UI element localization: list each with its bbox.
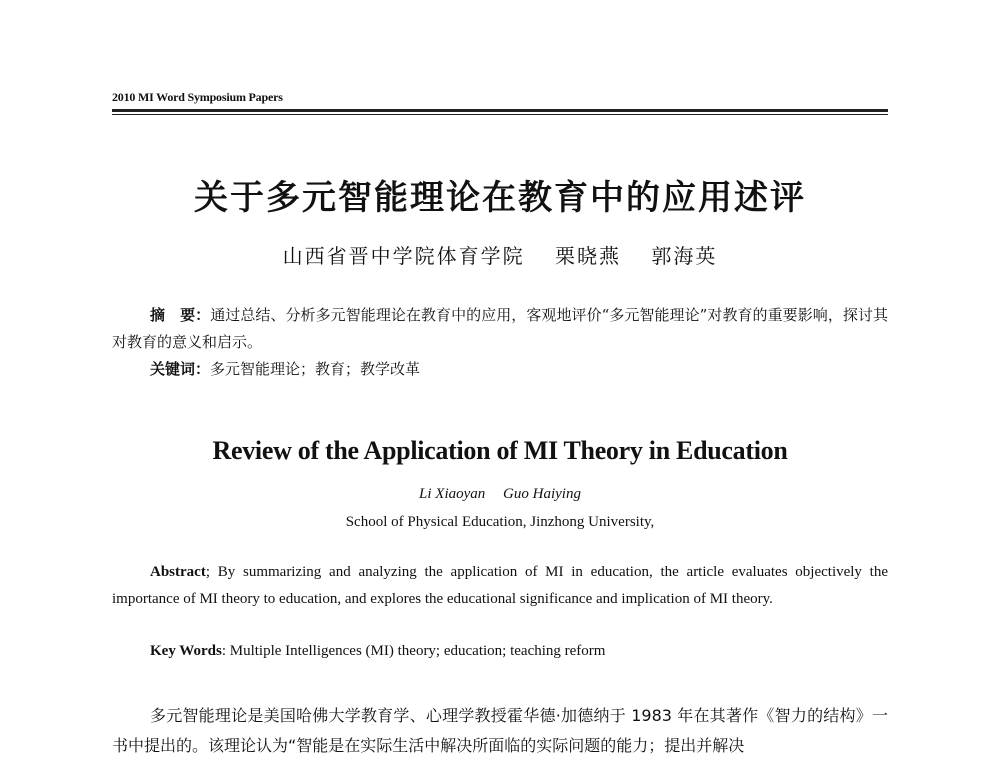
english-keywords-text: : Multiple Intelligences (MI) theory; education; teaching reform: [221, 643, 606, 659]
chinese-keywords-label: 关键词：: [150, 360, 211, 378]
english-author-1: Li Xiaoyan: [419, 486, 486, 502]
chinese-author-line: [0, 240, 1000, 269]
chinese-author-2: 郭海英: [651, 244, 718, 268]
english-keywords: [150, 643, 605, 660]
chinese-author-1: 栗晓燕: [555, 244, 621, 268]
chinese-title: 关于多元智能理论在教育中的应用述评: [194, 178, 806, 218]
running-header: 2010 MI Word Symposium Papers: [112, 90, 283, 104]
body-paragraph: 多元智能理论是美国哈佛大学教育学、心理学教授霍华德·加德纳于 1983 年在其著作《智力的结构》一书中提出的。该理论认为“智能是在实际生活中解决所面临的实际问题的能力；提出并解决: [112, 706, 888, 755]
english-abstract-text: ; By summarizing and analyzing the application of MI in education, the article evaluates objectively the importance of MI theory to education, and explores the educational significance and implication of MI theory.: [112, 564, 888, 607]
chinese-abstract-label: 摘 要：: [150, 306, 211, 324]
english-abstract: [112, 559, 888, 613]
english-author-line: [0, 486, 1000, 503]
chinese-keywords: [150, 358, 420, 379]
header-rule-thick: [112, 109, 888, 112]
header-rule-thin: [112, 114, 888, 115]
english-affiliation: School of Physical Education, Jinzhong University,: [345, 514, 655, 530]
english-title: Review of the Application of MI Theory in Education: [212, 436, 788, 465]
english-abstract-label: Abstract: [150, 564, 206, 580]
english-keywords-label: Key Words: [150, 643, 222, 659]
chinese-affiliation: 山西省晋中学院体育学院: [282, 244, 525, 268]
chinese-abstract-text: 通过总结、分析多元智能理论在教育中的应用，客观地评价“多元智能理论”对教育的重要影响，探讨其对教育的意义和启示。: [112, 306, 888, 351]
english-author-2: Guo Haiying: [503, 486, 581, 502]
chinese-keywords-text: 多元智能理论；教育；教学改革: [210, 360, 421, 378]
chinese-abstract: [112, 302, 888, 356]
